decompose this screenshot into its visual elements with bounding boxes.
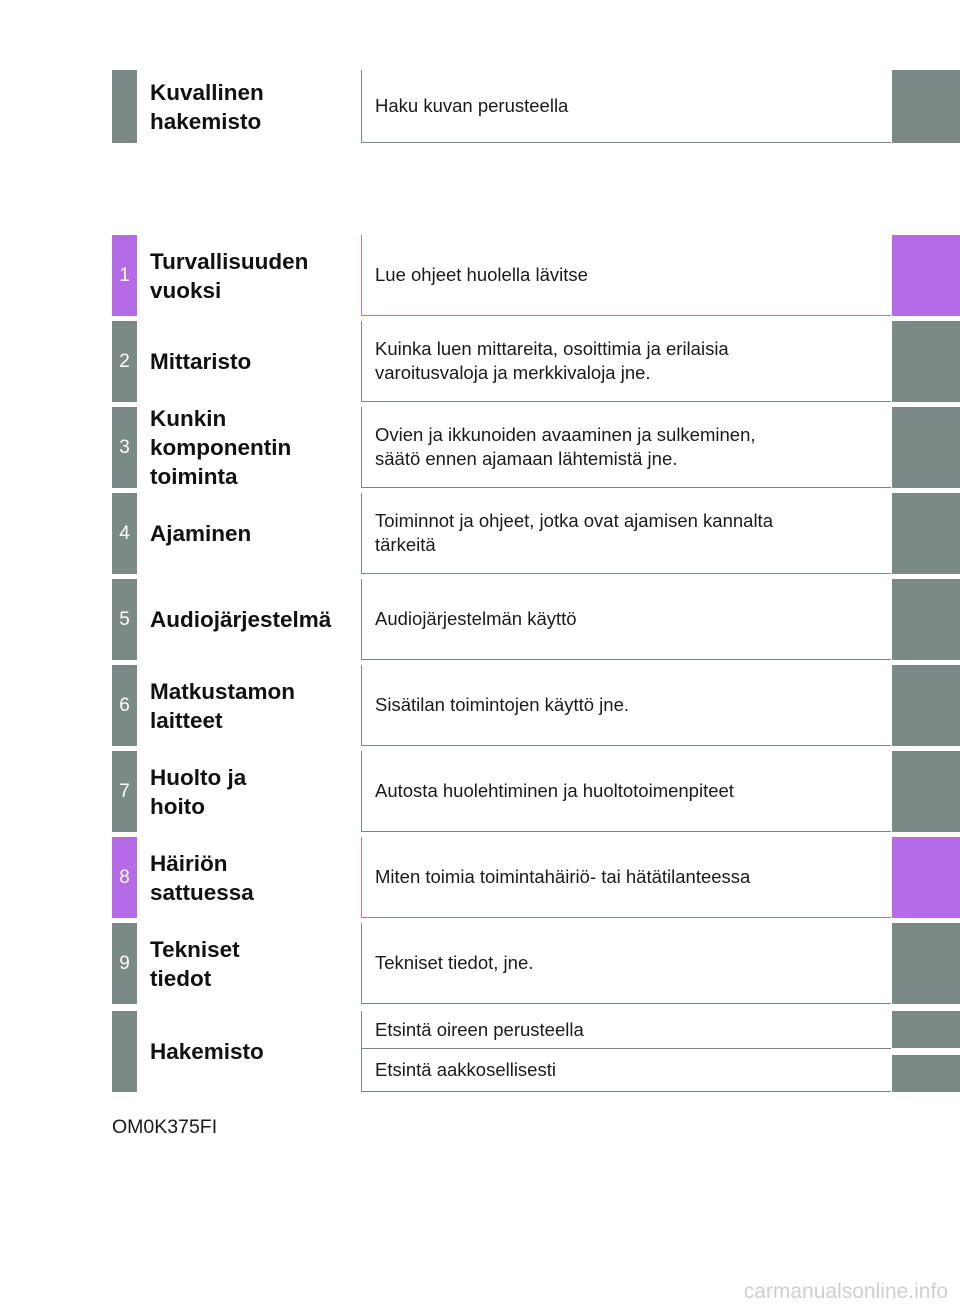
section-tab-number: 4 [112, 493, 137, 574]
section-description: Ovien ja ikkunoiden avaaminen ja sulkeminen, säätö ennen ajamaan lähtemistä jne. [361, 407, 891, 488]
section-description: Autosta huolehtiminen ja huoltotoimenpiteet [361, 751, 891, 832]
section-title: Turvallisuuden vuoksi [150, 248, 309, 303]
side-tab[interactable] [892, 837, 960, 918]
side-tab[interactable] [892, 579, 960, 660]
section-description: Haku kuvan perusteella [361, 70, 891, 143]
section-3[interactable] [112, 407, 960, 488]
section-4[interactable] [112, 493, 960, 574]
section-tab-number: 2 [112, 321, 137, 402]
section-title: Matkustamon laitteet [150, 678, 296, 733]
section-index[interactable] [112, 1011, 960, 1092]
section-pictorial-index[interactable] [112, 70, 960, 143]
section-tab-number: 6 [112, 665, 137, 746]
section-title: Ajaminen [150, 521, 252, 546]
manual-code: OM0K375FI [112, 1116, 218, 1138]
side-tab[interactable] [892, 1011, 960, 1048]
section-tab [112, 70, 137, 143]
section-7[interactable] [112, 751, 960, 832]
section-8[interactable] [112, 837, 960, 918]
section-title: Tekniset tiedot [150, 936, 240, 991]
index-item-alphabetical[interactable]: Etsintä aakkosellisesti [361, 1049, 891, 1092]
section-description: Lue ohjeet huolella lävitse [361, 235, 891, 316]
section-title: Kuvallinen hakemisto [150, 79, 264, 134]
section-tab [112, 1011, 137, 1092]
side-tab[interactable] [892, 923, 960, 1004]
section-description: Tekniset tiedot, jne. [361, 923, 891, 1004]
section-tab-number: 7 [112, 751, 137, 832]
section-title: Mittaristo [150, 349, 252, 374]
section-tab-number: 3 [112, 407, 137, 488]
section-1[interactable] [112, 235, 960, 316]
section-description: Kuinka luen mittareita, osoittimia ja erilaisia varoitusvaloja ja merkkivaloja jne. [361, 321, 891, 402]
section-tab-number: 9 [112, 923, 137, 1004]
side-tab[interactable] [892, 665, 960, 746]
side-tab[interactable] [892, 235, 960, 316]
section-2[interactable] [112, 321, 960, 402]
section-description: Sisätilan toimintojen käyttö jne. [361, 665, 891, 746]
section-5[interactable] [112, 579, 960, 660]
section-title: Audiojärjestelmä [150, 607, 332, 632]
section-tab-number: 5 [112, 579, 137, 660]
section-tab-number: 1 [112, 235, 137, 316]
side-tab[interactable] [892, 1055, 960, 1092]
section-description: Audiojärjestelmän käyttö [361, 579, 891, 660]
section-description: Miten toimia toimintahäiriö- tai hätätilanteessa [361, 837, 891, 918]
watermark-text: carmanualsonline.info [743, 1280, 948, 1303]
side-tab[interactable] [892, 321, 960, 402]
section-title: Häiriön sattuessa [150, 850, 254, 905]
section-description: Toiminnot ja ohjeet, jotka ovat ajamisen kannalta tärkeitä [361, 493, 891, 574]
section-9[interactable] [112, 923, 960, 1004]
section-tab-number: 8 [112, 837, 137, 918]
section-title: Kunkin komponentin toiminta [150, 406, 292, 489]
section-title: Hakemisto [150, 1039, 264, 1064]
index-item-symptom[interactable]: Etsintä oireen perusteella [361, 1011, 891, 1049]
side-tab[interactable] [892, 493, 960, 574]
side-tab[interactable] [892, 407, 960, 488]
side-tab[interactable] [892, 751, 960, 832]
section-title: Huolto ja hoito [150, 764, 247, 819]
section-6[interactable] [112, 665, 960, 746]
side-tab[interactable] [892, 70, 960, 143]
